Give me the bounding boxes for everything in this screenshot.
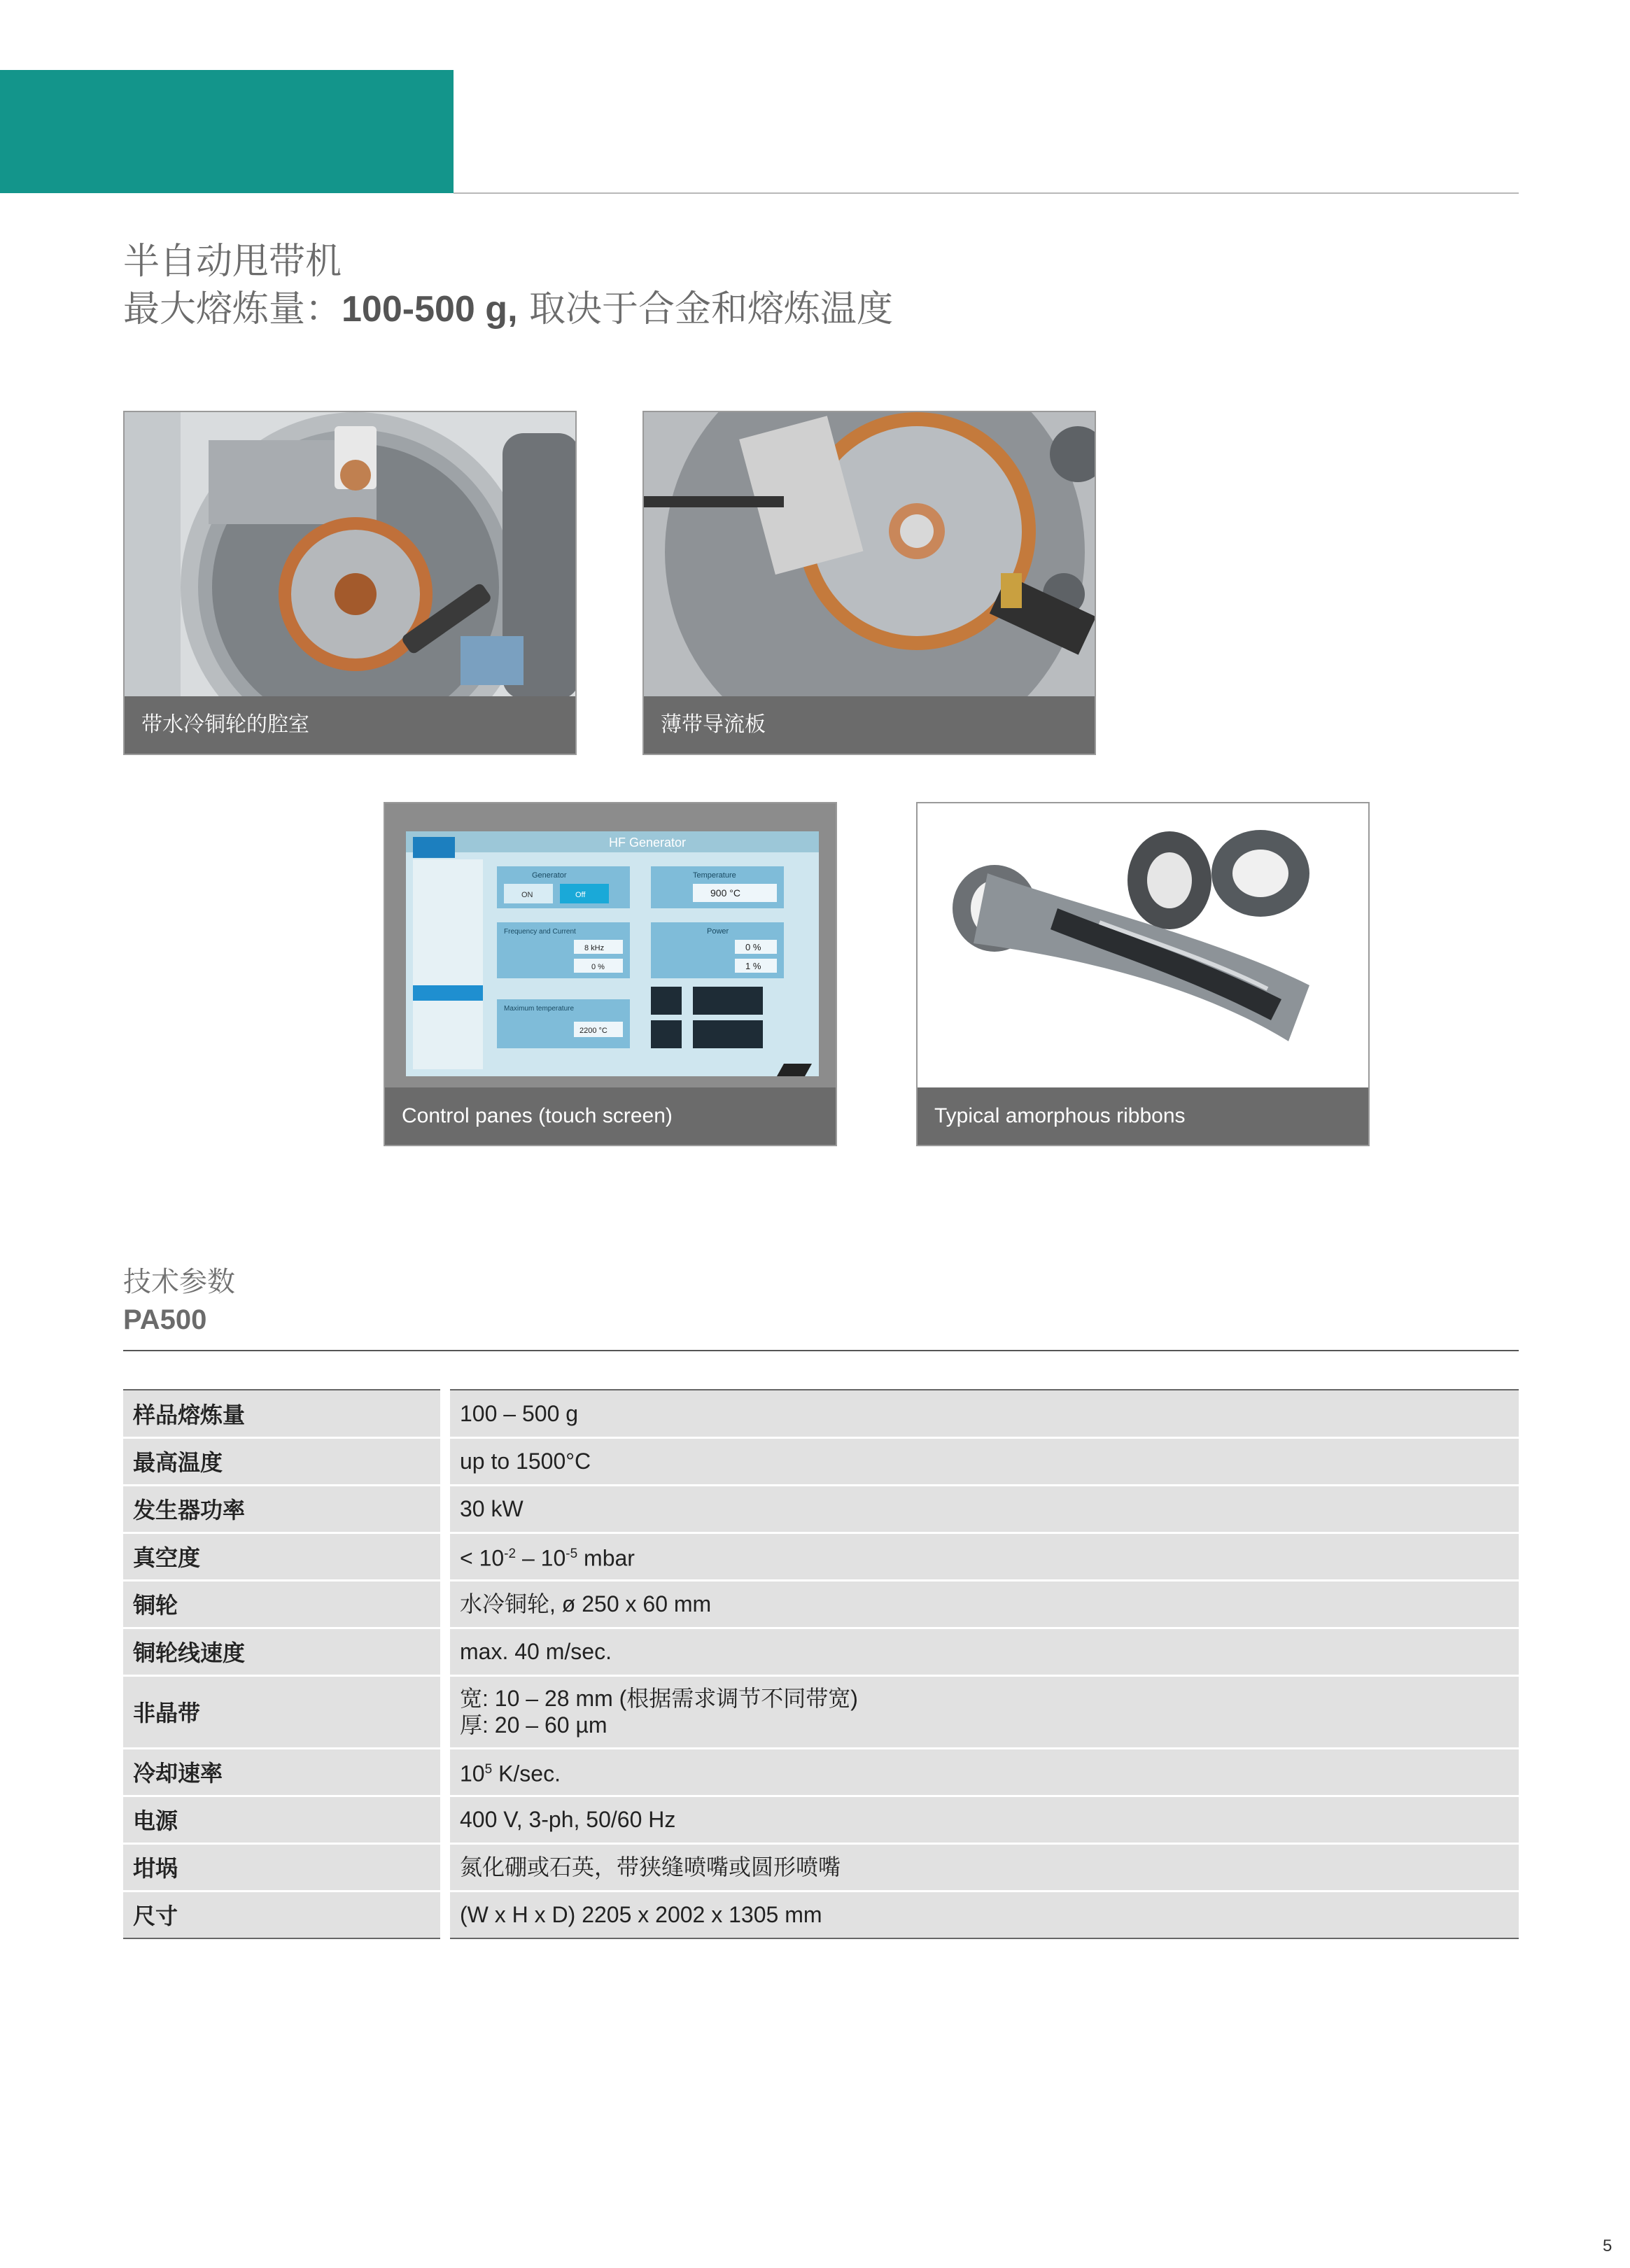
spec-value	[445, 1675, 1519, 1748]
specs-table	[123, 1389, 1519, 1939]
specs-title: 技术参数	[123, 1266, 235, 1298]
specs-heading	[123, 1263, 235, 1339]
spec-key: 铜轮	[123, 1580, 445, 1628]
screen-frequency-value: 8 kHz	[584, 944, 605, 952]
spec-value	[445, 1533, 1519, 1580]
table-row	[123, 1533, 1519, 1580]
photo-guide-plate	[642, 411, 1096, 755]
screen-generator-label: Generator	[532, 871, 567, 880]
table-row	[123, 1891, 1519, 1938]
spec-value: (W x H x D) 2205 x 2002 x 1305 mm	[445, 1891, 1519, 1938]
spec-key: 非晶带	[123, 1675, 445, 1748]
touch-screen-image	[385, 803, 836, 1089]
cooling-prefix: 10	[460, 1761, 485, 1787]
photo-chamber	[123, 411, 577, 755]
table-row	[123, 1748, 1519, 1796]
heading-line-1: 半自动甩带机	[123, 241, 342, 283]
page-number: 5	[1603, 2237, 1613, 2255]
heading-line-2	[123, 286, 893, 333]
photo-control-panel	[384, 802, 837, 1146]
screen-on-label: ON	[521, 891, 533, 899]
table-row	[123, 1796, 1519, 1843]
table-row	[123, 1580, 1519, 1628]
screen-power-value-2: 1 %	[745, 961, 761, 971]
ribbon-thickness: 厚: 20 – 60 µm	[460, 1712, 607, 1738]
header-rule	[454, 192, 1519, 194]
spec-value: 氮化硼或石英，带狭缝喷嘴或圆形喷嘴	[445, 1843, 1519, 1891]
page-heading	[123, 238, 893, 333]
specs-rule	[123, 1350, 1519, 1351]
screen-freq-current-label: Frequency and Current	[504, 928, 576, 936]
spec-value: 30 kW	[445, 1485, 1519, 1533]
heading-range: 100-500 g,	[342, 289, 518, 330]
screen-power-label: Power	[707, 927, 729, 936]
spec-key: 尺寸	[123, 1891, 445, 1938]
heading-prefix: 最大熔炼量：	[123, 288, 342, 330]
photo-caption: Control panes (touch screen)	[385, 1087, 836, 1145]
photo-caption: Typical amorphous ribbons	[918, 1087, 1368, 1145]
table-row	[123, 1485, 1519, 1533]
photo-caption: 薄带导流板	[644, 696, 1095, 754]
guide-plate-image	[644, 412, 1095, 698]
header-accent-band	[0, 70, 454, 193]
vacuum-mid: – 10	[516, 1545, 566, 1571]
spec-value: 400 V, 3-ph, 50/60 Hz	[445, 1796, 1519, 1843]
specs-model: PA500	[123, 1304, 207, 1335]
spec-value: up to 1500°C	[445, 1437, 1519, 1485]
screen-off-label: Off	[575, 891, 586, 899]
cooling-exp: 5	[484, 1762, 493, 1777]
table-row	[123, 1437, 1519, 1485]
vacuum-exp-2: -5	[565, 1547, 578, 1562]
vacuum-suffix: mbar	[577, 1545, 635, 1571]
spec-value: 100 – 500 g	[445, 1390, 1519, 1437]
screen-power-value-1: 0 %	[745, 942, 761, 952]
screen-temperature-label: Temperature	[693, 871, 736, 880]
spec-key: 铜轮线速度	[123, 1628, 445, 1675]
chamber-image	[125, 412, 575, 698]
table-row	[123, 1628, 1519, 1675]
vacuum-exp-1: -2	[504, 1547, 517, 1562]
spec-key: 电源	[123, 1796, 445, 1843]
vacuum-prefix: < 10	[460, 1545, 505, 1571]
ribbons-image	[918, 803, 1368, 1089]
ribbon-width: 宽: 10 – 28 mm (根据需求调节不同带宽)	[460, 1686, 858, 1711]
spec-key: 样品熔炼量	[123, 1390, 445, 1437]
spec-value: 水冷铜轮, ø 250 x 60 mm	[445, 1580, 1519, 1628]
table-row	[123, 1675, 1519, 1748]
photo-caption: 带水冷铜轮的腔室	[125, 696, 575, 754]
cooling-suffix: K/sec.	[492, 1761, 561, 1787]
spec-key: 发生器功率	[123, 1485, 445, 1533]
table-row	[123, 1390, 1519, 1437]
screen-max-temp-label: Maximum temperature	[504, 1005, 575, 1013]
spec-value: max. 40 m/sec.	[445, 1628, 1519, 1675]
spec-key: 冷却速率	[123, 1748, 445, 1796]
spec-key: 最高温度	[123, 1437, 445, 1485]
screen-window-title: HF Generator	[609, 836, 687, 850]
photo-ribbons	[916, 802, 1370, 1146]
screen-max-temp-value: 2200 °C	[579, 1027, 607, 1035]
spec-value	[445, 1748, 1519, 1796]
heading-suffix: 取决于合金和熔炼温度	[517, 288, 894, 330]
screen-dc-current-value: 0 %	[591, 963, 605, 971]
spec-key: 真空度	[123, 1533, 445, 1580]
screen-temperature-value: 900 °C	[710, 887, 740, 899]
spec-key: 坩埚	[123, 1843, 445, 1891]
table-row	[123, 1843, 1519, 1891]
